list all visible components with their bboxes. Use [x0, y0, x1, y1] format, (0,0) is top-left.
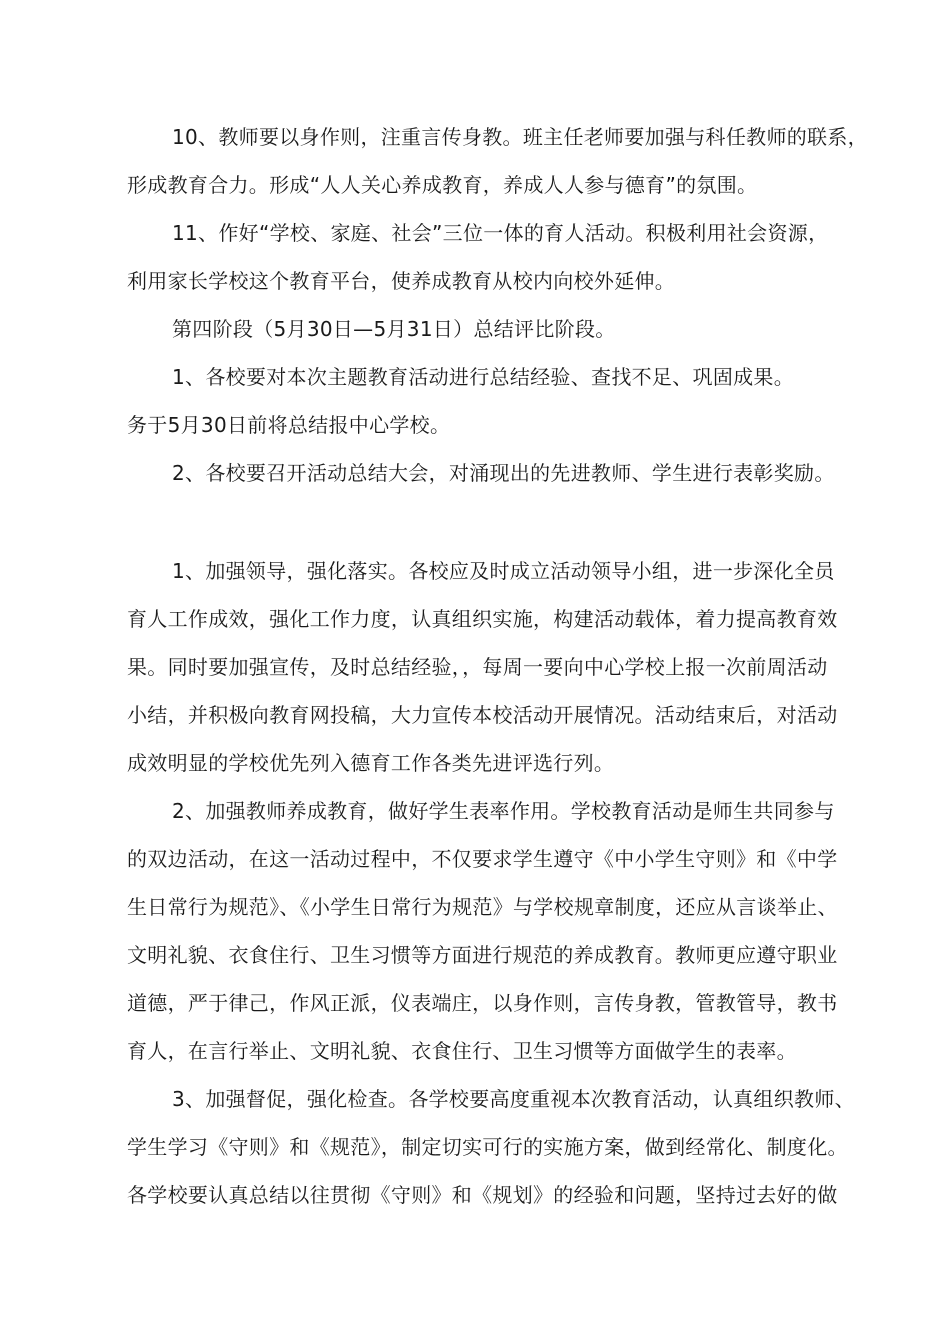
- text-line: 利用家长学校这个教育平台，使养成教育从校内向校外延伸。: [127, 269, 676, 293]
- text-line: 果。同时要加强宣传，及时总结经验，，每周一要向中心学校上报一次前周活动: [127, 655, 828, 679]
- text-line: 小结，并积极向教育网投稿，大力宣传本校活动开展情况。活动结束后，对活动: [127, 703, 838, 727]
- text-line: 学生学习《守则》和《规范》，制定切实可行的实施方案，做到经常化、制度化。: [127, 1135, 848, 1159]
- text-line: 育人，在言行举止、文明礼貌、衣食住行、卫生习惯等方面做学生的表率。: [127, 1039, 797, 1063]
- text-line: 11、作好“学校、家庭、社会”三位一体的育人活动。积极利用社会资源，: [172, 221, 829, 245]
- text-line: 形成教育合力。形成“人人关心养成教育，养成人人参与德育”的氛围。: [127, 173, 758, 197]
- text-line: 2、各校要召开活动总结大会，对涌现出的先进教师、学生进行表彰奖励。: [172, 461, 835, 485]
- text-line: 育人工作成效，强化工作力度，认真组织实施，构建活动载体，着力提高教育效: [127, 607, 838, 631]
- text-line: 第四阶段（5月30日—5月31日）总结评比阶段。: [172, 317, 616, 341]
- text-line: 10、教师要以身作则，注重言传身教。班主任老师要加强与科任教师的联系，: [172, 125, 868, 149]
- text-line: 1、加强领导，强化落实。各校应及时成立活动领导小组，进一步深化全员: [172, 559, 835, 583]
- text-line: 务于5月30日前将总结报中心学校。: [127, 413, 451, 437]
- text-line: 各学校要认真总结以往贯彻《守则》和《规划》的经验和问题，坚持过去好的做: [127, 1183, 838, 1207]
- text-line: 2、加强教师养成教育，做好学生表率作用。学校教育活动是师生共同参与: [172, 799, 835, 823]
- text-line: 3、加强督促，强化检查。各学校要高度重视本次教育活动，认真组织教师、: [172, 1087, 855, 1111]
- text-line: 文明礼貌、衣食住行、卫生习惯等方面进行规范的养成教育。教师更应遵守职业: [127, 943, 838, 967]
- text-line: 1、各校要对本次主题教育活动进行总结经验、查找不足、巩固成果。: [172, 365, 795, 389]
- text-line: 的双边活动，在这一活动过程中，不仅要求学生遵守《中小学生守则》和《中学: [127, 847, 838, 871]
- text-line: 道德，严于律己，作风正派，仪表端庄，以身作则，言传身教，管教管导，教书: [127, 991, 838, 1015]
- text-line: 生日常行为规范》、《小学生日常行为规范》与学校规章制度，还应从言谈举止、: [127, 895, 838, 919]
- text-line: 成效明显的学校优先列入德育工作各类先进评选行列。: [127, 751, 615, 775]
